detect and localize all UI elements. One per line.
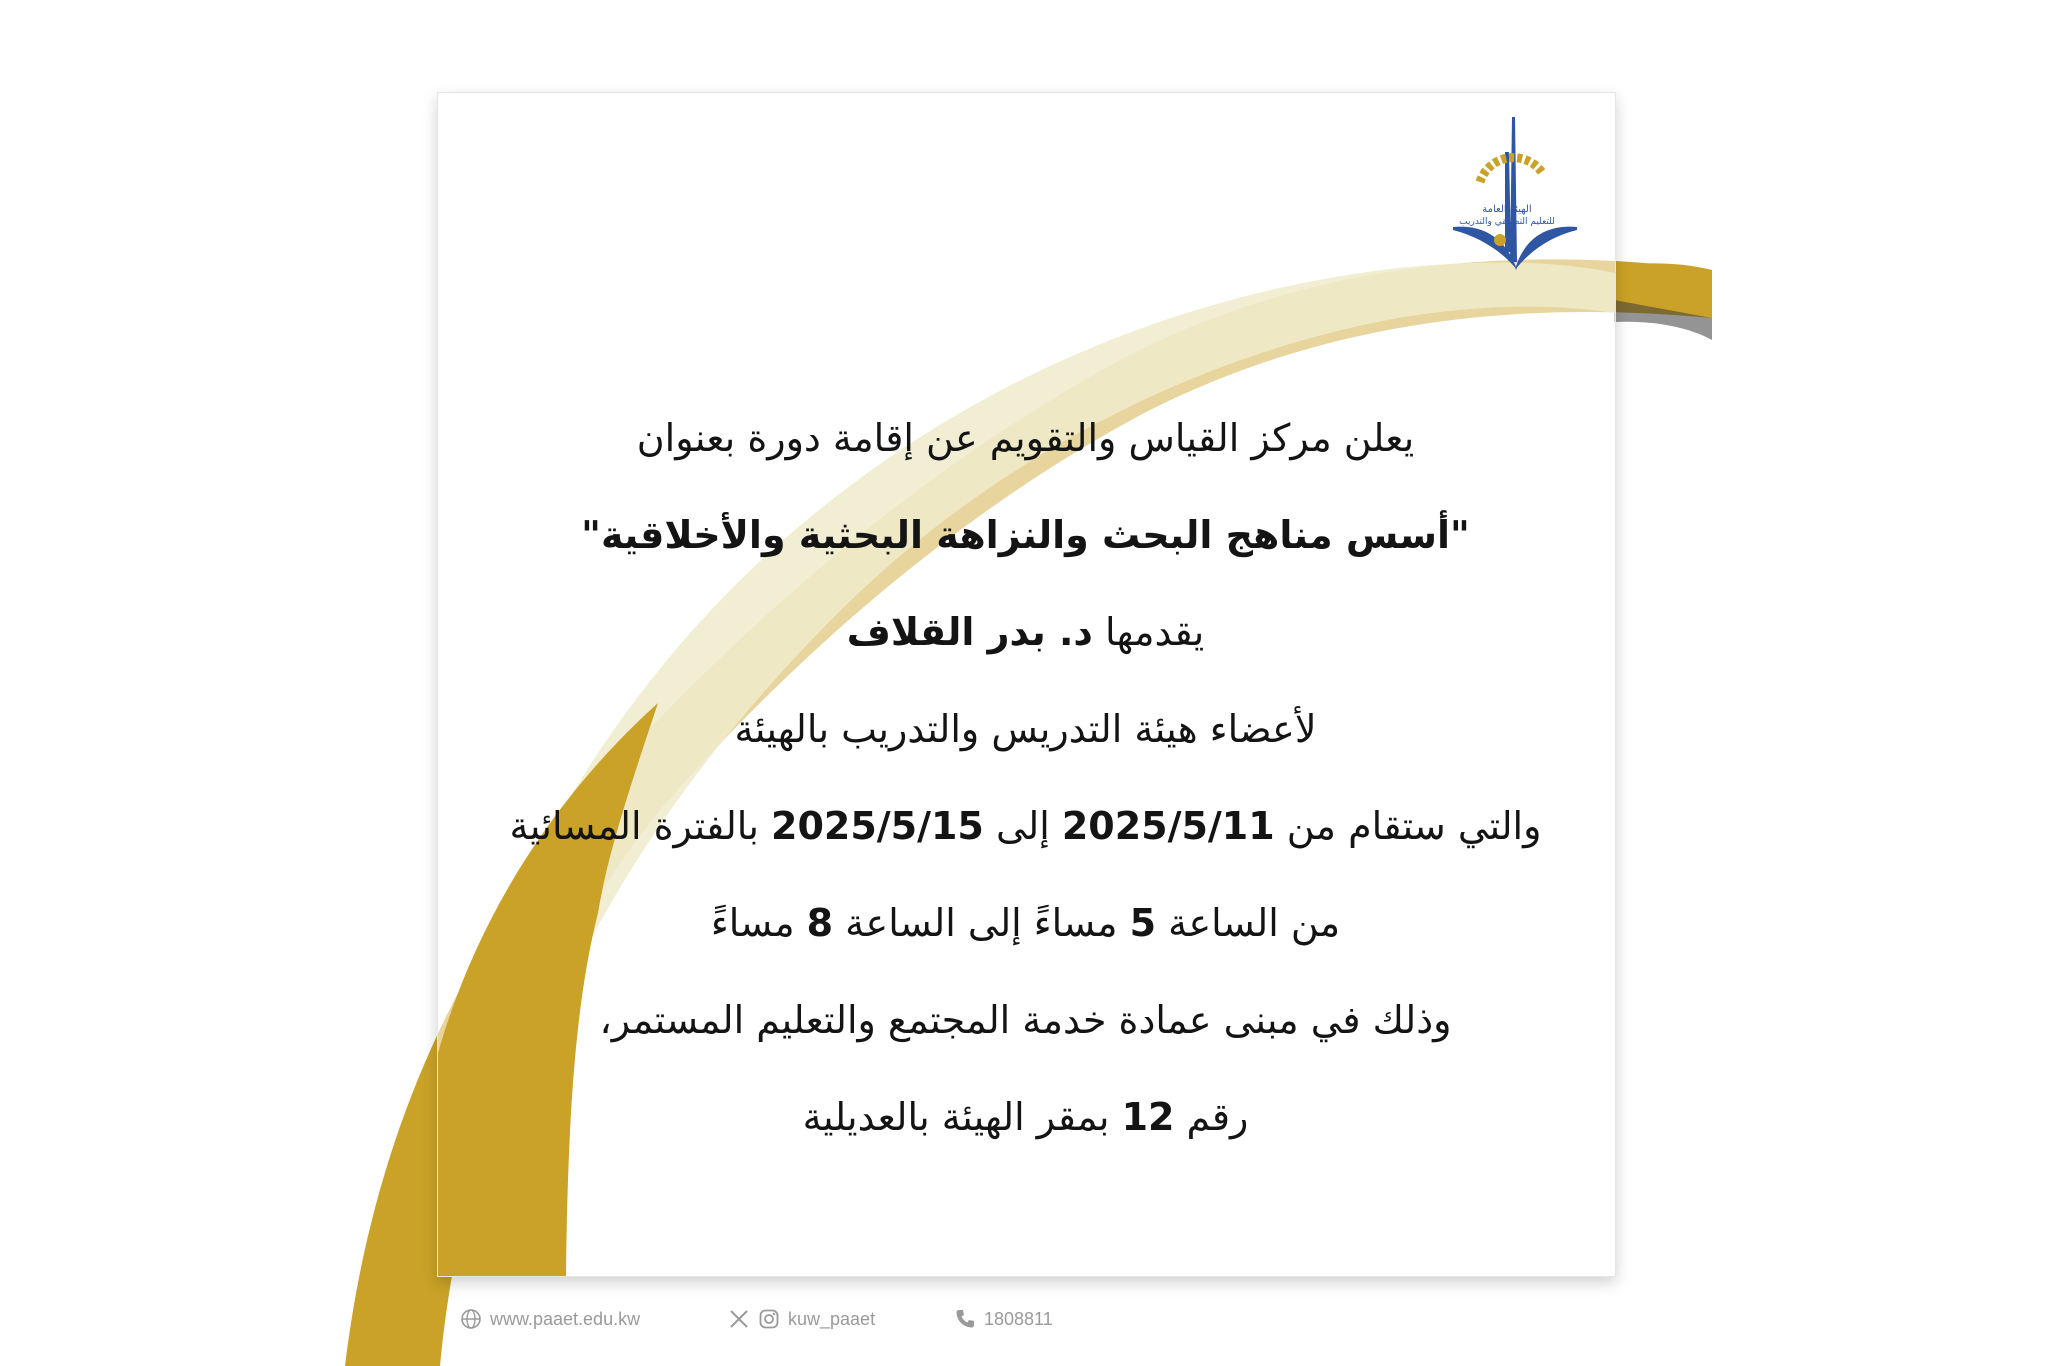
time-line: من الساعة 5 مساءً إلى الساعة 8 مساءً <box>710 901 1341 945</box>
building-number: 12 <box>1121 1095 1175 1139</box>
date-from: 2025/5/11 <box>1061 804 1275 848</box>
footer-social[interactable]: kuw_paaet <box>728 1308 875 1330</box>
presenter-name: د. بدر القلاف <box>846 610 1093 654</box>
hour-to: 8 <box>806 901 834 945</box>
audience-line: لأعضاء هيئة التدريس والتدريب بالهيئة <box>734 707 1317 751</box>
svg-text:للتعليم التطبيقي والتدريب: للتعليم التطبيقي والتدريب <box>1459 217 1555 227</box>
globe-icon <box>460 1308 482 1330</box>
location-line: وذلك في مبنى عمادة خدمة المجتمع والتعليم المستمر، <box>599 998 1452 1042</box>
logo-lettering: الهيئة العامة <box>1482 204 1532 215</box>
course-title: "أسس مناهج البحث والنزاهة البحثية والأخلاقية" <box>581 513 1470 557</box>
instagram-icon <box>758 1308 780 1330</box>
date-line: والتي ستقام من 2025/5/11 إلى 2025/5/15 بالفترة المسائية <box>509 804 1542 848</box>
presenter-line: يقدمها د. بدر القلاف <box>846 610 1205 654</box>
footer-website[interactable]: www.paaet.edu.kw <box>460 1308 640 1330</box>
announcement-line-1: يعلن مركز القياس والتقويم عن إقامة دورة بعنوان <box>636 416 1415 460</box>
announcement-text <box>437 390 1614 1166</box>
x-icon <box>728 1308 750 1330</box>
phone-icon <box>954 1308 976 1330</box>
building-line: رقم 12 بمقر الهيئة بالعديلية <box>802 1095 1249 1139</box>
hour-from: 5 <box>1129 901 1157 945</box>
footer-phone[interactable]: 1808811 <box>954 1308 1053 1330</box>
paaet-logo <box>1445 112 1585 272</box>
date-to: 2025/5/15 <box>771 804 984 848</box>
